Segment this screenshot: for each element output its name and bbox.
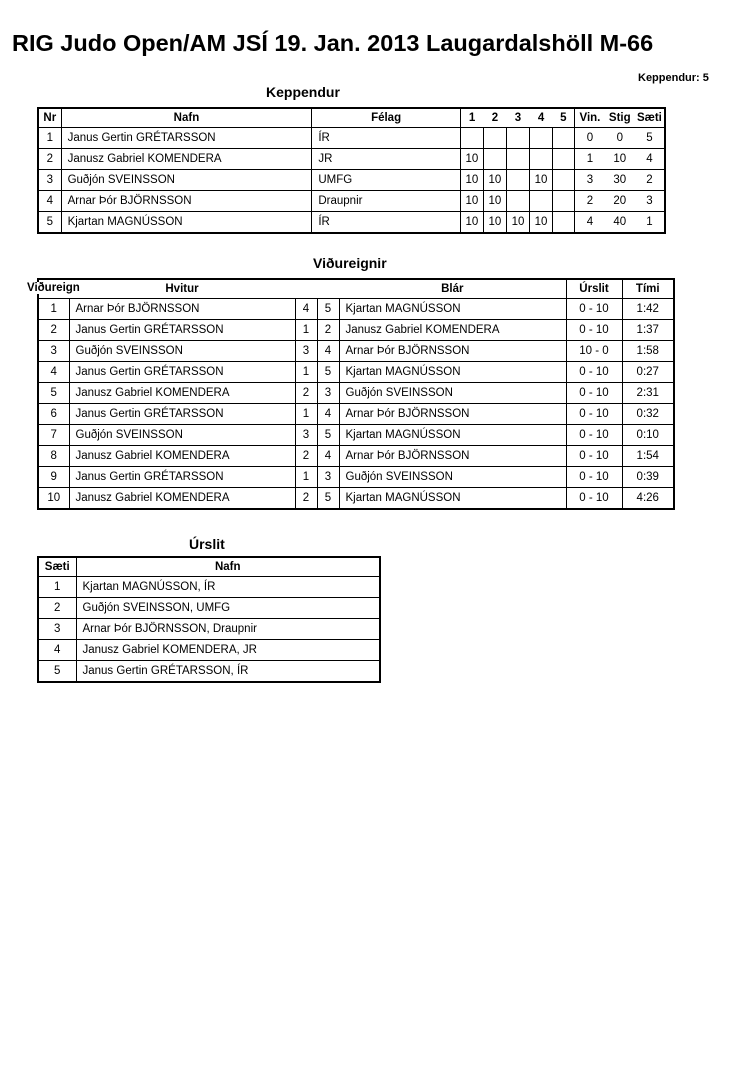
col-vin: Vin. bbox=[575, 108, 605, 128]
match-white-nr: 1 bbox=[295, 404, 317, 425]
final-row bbox=[38, 598, 380, 619]
match-white-nr: 2 bbox=[295, 383, 317, 404]
match-white-name: Janus Gertin GRÉTARSSON bbox=[69, 404, 295, 425]
match-white-name: Janus Gertin GRÉTARSSON bbox=[69, 362, 295, 383]
competitor-row bbox=[38, 170, 665, 191]
final-place: 4 bbox=[38, 640, 76, 661]
col-saeti: Sæti bbox=[635, 108, 665, 128]
match-blue-nr: 3 bbox=[317, 467, 339, 488]
match-row bbox=[38, 362, 674, 383]
final-place: 1 bbox=[38, 577, 76, 598]
match-white-name: Janus Gertin GRÉTARSSON bbox=[69, 467, 295, 488]
col-felag: Félag bbox=[312, 108, 460, 128]
keppendur-header-row bbox=[38, 108, 665, 128]
competitor-club: Draupnir bbox=[312, 191, 460, 212]
competitor-row bbox=[38, 149, 665, 170]
competitor-place: 1 bbox=[635, 212, 665, 234]
match-row bbox=[38, 341, 674, 362]
match-blue-nr: 5 bbox=[317, 425, 339, 446]
match-result: 0 - 10 bbox=[566, 425, 622, 446]
score-s2 bbox=[483, 128, 506, 149]
col-timi: Tími bbox=[622, 279, 674, 299]
match-white-nr: 1 bbox=[295, 320, 317, 341]
match-white-nr: 3 bbox=[295, 425, 317, 446]
urslit-heading: Úrslit bbox=[189, 536, 225, 552]
final-row bbox=[38, 577, 380, 598]
competitor-points: 10 bbox=[605, 149, 635, 170]
competitor-wins: 4 bbox=[575, 212, 605, 234]
match-white-nr: 3 bbox=[295, 341, 317, 362]
match-row bbox=[38, 320, 674, 341]
urslit-table bbox=[37, 556, 381, 683]
match-blue-name: Kjartan MAGNÚSSON bbox=[339, 488, 566, 510]
col-blar: Blár bbox=[339, 279, 566, 299]
competitor-nr: 4 bbox=[38, 191, 61, 212]
match-number: 10 bbox=[38, 488, 69, 510]
col-hvitur: Hvitur bbox=[69, 279, 295, 299]
col-nafn-final: Nafn bbox=[76, 557, 380, 577]
final-place: 5 bbox=[38, 661, 76, 683]
score-s5 bbox=[553, 191, 575, 212]
match-white-name: Janusz Gabriel KOMENDERA bbox=[69, 446, 295, 467]
score-s3 bbox=[506, 149, 529, 170]
final-name: Janus Gertin GRÉTARSSON, ÍR bbox=[76, 661, 380, 683]
final-row bbox=[38, 661, 380, 683]
final-place: 3 bbox=[38, 619, 76, 640]
competitor-nr: 3 bbox=[38, 170, 61, 191]
match-time: 1:58 bbox=[622, 341, 674, 362]
match-number: 2 bbox=[38, 320, 69, 341]
match-time: 0:32 bbox=[622, 404, 674, 425]
competitor-points: 30 bbox=[605, 170, 635, 191]
match-number: 4 bbox=[38, 362, 69, 383]
competitor-wins: 0 bbox=[575, 128, 605, 149]
match-row bbox=[38, 488, 674, 510]
match-white-nr: 2 bbox=[295, 488, 317, 510]
match-number: 8 bbox=[38, 446, 69, 467]
competitor-points: 0 bbox=[605, 128, 635, 149]
match-blue-name: Kjartan MAGNÚSSON bbox=[339, 299, 566, 320]
competitor-place: 2 bbox=[635, 170, 665, 191]
col-2: 2 bbox=[483, 108, 506, 128]
score-s2: 10 bbox=[483, 170, 506, 191]
match-time: 1:37 bbox=[622, 320, 674, 341]
col-nr: Nr bbox=[38, 108, 61, 128]
final-name: Guðjón SVEINSSON, UMFG bbox=[76, 598, 380, 619]
match-white-name: Janus Gertin GRÉTARSSON bbox=[69, 320, 295, 341]
match-number: 6 bbox=[38, 404, 69, 425]
vidureignir-header-row bbox=[38, 279, 674, 299]
score-s3: 10 bbox=[506, 212, 529, 234]
score-s1 bbox=[460, 128, 483, 149]
score-s2: 10 bbox=[483, 212, 506, 234]
match-row bbox=[38, 446, 674, 467]
col-vidureign: Viðureign bbox=[27, 282, 80, 294]
competitor-wins: 2 bbox=[575, 191, 605, 212]
competitor-club: UMFG bbox=[312, 170, 460, 191]
col-5: 5 bbox=[553, 108, 575, 128]
match-time: 0:27 bbox=[622, 362, 674, 383]
match-blue-nr: 5 bbox=[317, 488, 339, 510]
match-number: 5 bbox=[38, 383, 69, 404]
score-s5 bbox=[553, 212, 575, 234]
page-title: RIG Judo Open/AM JSÍ 19. Jan. 2013 Laugardalshöll M-66 bbox=[12, 30, 654, 56]
match-blue-name: Arnar Þór BJÖRNSSON bbox=[339, 446, 566, 467]
final-place: 2 bbox=[38, 598, 76, 619]
competitor-club: JR bbox=[312, 149, 460, 170]
final-name: Janusz Gabriel KOMENDERA, JR bbox=[76, 640, 380, 661]
match-result: 0 - 10 bbox=[566, 467, 622, 488]
competitor-name: Arnar Þór BJÖRNSSON bbox=[61, 191, 312, 212]
competitor-place: 4 bbox=[635, 149, 665, 170]
match-blue-name: Janusz Gabriel KOMENDERA bbox=[339, 320, 566, 341]
final-row bbox=[38, 640, 380, 661]
urslit-header-row bbox=[38, 557, 380, 577]
score-s1: 10 bbox=[460, 191, 483, 212]
match-white-nr: 1 bbox=[295, 362, 317, 383]
match-time: 0:10 bbox=[622, 425, 674, 446]
match-white-name: Janusz Gabriel KOMENDERA bbox=[69, 383, 295, 404]
score-s4: 10 bbox=[530, 212, 553, 234]
match-row bbox=[38, 299, 674, 320]
score-s5 bbox=[553, 128, 575, 149]
match-time: 0:39 bbox=[622, 467, 674, 488]
match-blue-nr: 5 bbox=[317, 362, 339, 383]
match-number: 9 bbox=[38, 467, 69, 488]
match-white-name: Janusz Gabriel KOMENDERA bbox=[69, 488, 295, 510]
col-stig: Stig bbox=[605, 108, 635, 128]
match-result: 0 - 10 bbox=[566, 299, 622, 320]
vidureignir-heading: Viðureignir bbox=[313, 255, 387, 271]
competitor-name: Janusz Gabriel KOMENDERA bbox=[61, 149, 312, 170]
score-s3 bbox=[506, 170, 529, 191]
score-s1: 10 bbox=[460, 170, 483, 191]
match-row bbox=[38, 467, 674, 488]
competitor-name: Janus Gertin GRÉTARSSON bbox=[61, 128, 312, 149]
competitor-place: 3 bbox=[635, 191, 665, 212]
match-blue-nr: 4 bbox=[317, 446, 339, 467]
score-s5 bbox=[553, 170, 575, 191]
match-blue-name: Kjartan MAGNÚSSON bbox=[339, 425, 566, 446]
match-white-name: Guðjón SVEINSSON bbox=[69, 425, 295, 446]
col-saeti-final: Sæti bbox=[38, 557, 76, 577]
match-blue-nr: 3 bbox=[317, 383, 339, 404]
match-blue-nr: 5 bbox=[317, 299, 339, 320]
match-result: 0 - 10 bbox=[566, 320, 622, 341]
match-time: 1:54 bbox=[622, 446, 674, 467]
match-white-name: Arnar Þór BJÖRNSSON bbox=[69, 299, 295, 320]
final-name: Arnar Þór BJÖRNSSON, Draupnir bbox=[76, 619, 380, 640]
competitor-nr: 2 bbox=[38, 149, 61, 170]
match-blue-name: Guðjón SVEINSSON bbox=[339, 467, 566, 488]
match-result: 0 - 10 bbox=[566, 383, 622, 404]
score-s5 bbox=[553, 149, 575, 170]
competitor-name: Kjartan MAGNÚSSON bbox=[61, 212, 312, 234]
final-row bbox=[38, 619, 380, 640]
final-name: Kjartan MAGNÚSSON, ÍR bbox=[76, 577, 380, 598]
match-white-nr: 1 bbox=[295, 467, 317, 488]
score-s1: 10 bbox=[460, 212, 483, 234]
match-row bbox=[38, 404, 674, 425]
match-result: 0 - 10 bbox=[566, 362, 622, 383]
match-white-nr: 4 bbox=[295, 299, 317, 320]
match-result: 0 - 10 bbox=[566, 404, 622, 425]
match-number: 3 bbox=[38, 341, 69, 362]
competitor-wins: 1 bbox=[575, 149, 605, 170]
match-blue-name: Kjartan MAGNÚSSON bbox=[339, 362, 566, 383]
vidureignir-table bbox=[37, 278, 675, 510]
match-row bbox=[38, 425, 674, 446]
competitor-club: ÍR bbox=[312, 212, 460, 234]
col-nafn: Nafn bbox=[61, 108, 312, 128]
match-white-name: Guðjón SVEINSSON bbox=[69, 341, 295, 362]
match-time: 1:42 bbox=[622, 299, 674, 320]
col-urslit: Úrslit bbox=[566, 279, 622, 299]
competitor-place: 5 bbox=[635, 128, 665, 149]
competitor-nr: 1 bbox=[38, 128, 61, 149]
match-blue-name: Guðjón SVEINSSON bbox=[339, 383, 566, 404]
competitor-club: ÍR bbox=[312, 128, 460, 149]
score-s3 bbox=[506, 128, 529, 149]
match-white-nr: 2 bbox=[295, 446, 317, 467]
match-number: 1 bbox=[38, 299, 69, 320]
match-number: 7 bbox=[38, 425, 69, 446]
keppendur-table bbox=[37, 107, 666, 234]
competitor-nr: 5 bbox=[38, 212, 61, 234]
competitor-row bbox=[38, 212, 665, 234]
match-result: 10 - 0 bbox=[566, 341, 622, 362]
col-1: 1 bbox=[460, 108, 483, 128]
match-blue-nr: 4 bbox=[317, 404, 339, 425]
match-row bbox=[38, 383, 674, 404]
competitor-points: 40 bbox=[605, 212, 635, 234]
competitor-name: Guðjón SVEINSSON bbox=[61, 170, 312, 191]
score-s3 bbox=[506, 191, 529, 212]
match-result: 0 - 10 bbox=[566, 488, 622, 510]
competitor-row bbox=[38, 128, 665, 149]
score-s4: 10 bbox=[530, 170, 553, 191]
score-s2: 10 bbox=[483, 191, 506, 212]
score-s2 bbox=[483, 149, 506, 170]
competitor-row bbox=[38, 191, 665, 212]
match-time: 2:31 bbox=[622, 383, 674, 404]
competitor-wins: 3 bbox=[575, 170, 605, 191]
competitor-points: 20 bbox=[605, 191, 635, 212]
match-blue-nr: 4 bbox=[317, 341, 339, 362]
col-4: 4 bbox=[530, 108, 553, 128]
competitor-count: Keppendur: 5 bbox=[638, 72, 709, 84]
score-s4 bbox=[530, 149, 553, 170]
match-blue-name: Arnar Þór BJÖRNSSON bbox=[339, 341, 566, 362]
score-s4 bbox=[530, 191, 553, 212]
score-s1: 10 bbox=[460, 149, 483, 170]
match-blue-name: Arnar Þór BJÖRNSSON bbox=[339, 404, 566, 425]
keppendur-heading: Keppendur bbox=[266, 84, 340, 100]
match-result: 0 - 10 bbox=[566, 446, 622, 467]
match-time: 4:26 bbox=[622, 488, 674, 510]
score-s4 bbox=[530, 128, 553, 149]
match-blue-nr: 2 bbox=[317, 320, 339, 341]
col-3: 3 bbox=[506, 108, 529, 128]
